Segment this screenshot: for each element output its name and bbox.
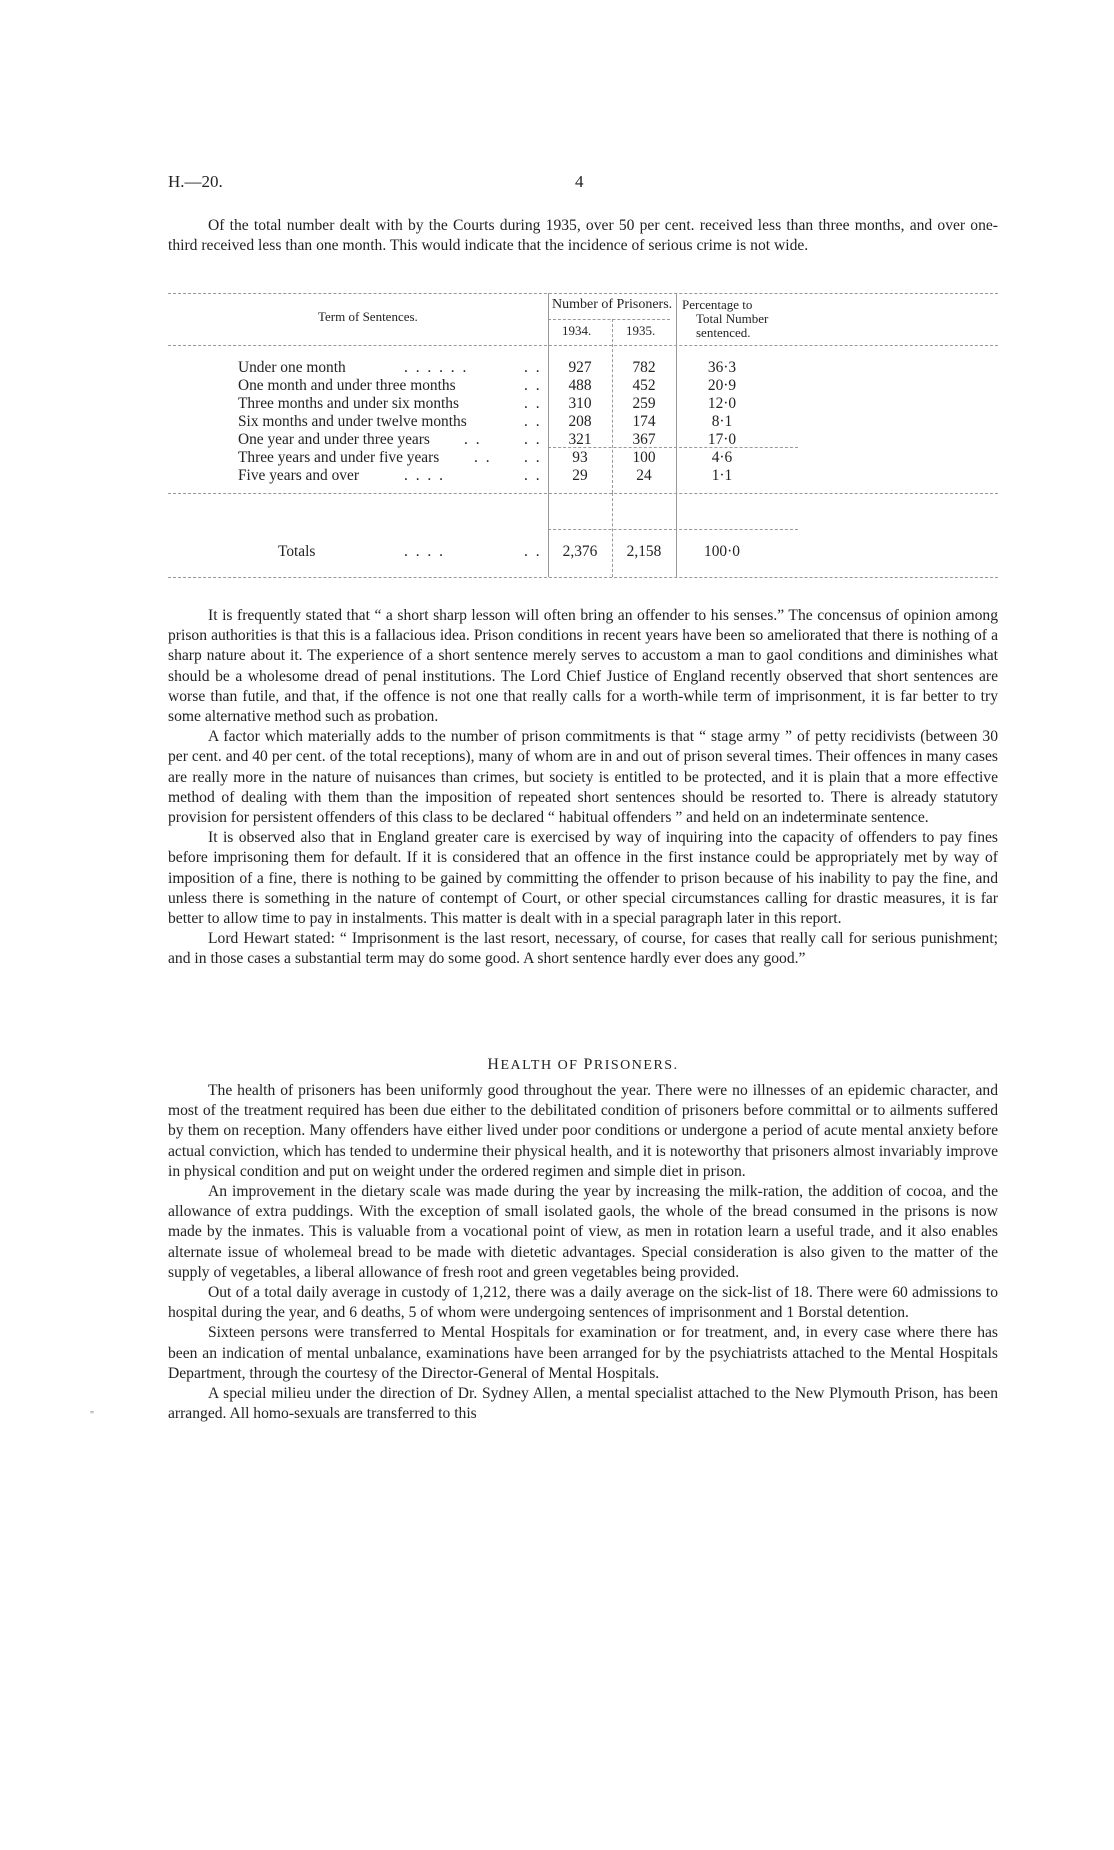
sentences-table [168,293,998,585]
year-1935-header: 1935. [626,323,656,338]
row-count-1935: 367 [632,431,656,448]
totals-count-1934: 2,376 [562,543,598,560]
row-term: Five years and over [238,467,359,484]
row-count-1934: 29 [572,467,588,484]
running-head [168,172,934,194]
row-term: Six months and under twelve months [238,413,467,430]
row-count-1935: 259 [632,395,656,412]
body-paragraph: An improvement in the dietary scale was made during the year by increasing the milk-ration, the addition of cocoa, and the allowance of extra puddings. With the exception of small isolated gaols, the whole of the bread consumed in the prisons is now made by the inmates. This is valuable from a vocational point of view, as men in rotation learn a useful trade, and it also enables alternate issue of wholemeal bread to be made with dietetic advantages. Special consideration is also given to the matter of the supply of vegetables, a liberal allowance of fresh root and green vegetables being provided. [168,1183,998,1281]
body-paragraph: The health of prisoners has been uniformly good throughout the year. There were no illnesses of an epidemic character, and most of the treatment required has been due either to the debilitated condition of prisoners before committal or to ailments suffered by them on reception. Many offenders have either lived under poor conditions or undergone a period of acute mental anxiety before actual conviction, which has tended to undermine their physical health, and it is noteworthy that prisoners almost invariably improve in physical condition and put on weight under the ordered regimen and simple diet in prison. [168,1082,998,1180]
row-percentage: 36·3 [707,359,737,376]
row-percentage: 1·1 [711,467,733,484]
table-top-rule [168,293,998,294]
row-term: Three years and under five years [238,449,440,466]
totals-percentage: 100·0 [704,543,740,560]
page-number: 4 [575,172,584,191]
row-count-1935: 782 [632,359,656,376]
row-leader-dots: . . [474,449,492,466]
totals-label: Totals [278,543,316,560]
row-end-dots: . . [524,431,542,448]
body-paragraph: Lord Hewart stated: “ Imprisonment is the last resort, necessary, of course, for cases that really call for serious punishment; and in those cases a substantial term may do some good. A short sentence hardly ever does any good.” [168,930,998,968]
row-term: One month and under three months [238,377,456,394]
body-paragraph: Sixteen persons were transferred to Mental Hospitals for examination or for treatment, and, in every case where there has been an indication of mental unbalance, examinations have been arranged for by the psychiatrists attached to the Mental Hospitals Department, through the courtesy of the Director-General of Mental Hospitals. [168,1324,998,1382]
row-end-dots: . . [524,467,542,484]
totals-end-dots: . . [524,543,542,560]
sentencing-discussion [168,606,998,970]
row-count-1935: 174 [632,413,656,430]
health-section-body [168,1081,998,1424]
year-header-rule [548,319,670,320]
row-count-1934: 93 [572,449,588,466]
row-term: One year and under three years [238,431,430,448]
row-leader-dots: . . [464,431,482,448]
table-bottom-rule [168,493,998,494]
table-divider-1 [548,293,549,493]
row-count-1934: 927 [568,359,592,376]
row-end-dots: . . [524,413,542,430]
header-bottom-rule [168,345,998,346]
row-percentage: 20·9 [707,377,737,394]
margin-mark: " [90,1410,95,1421]
percentage-header-line3: sentenced. [696,325,751,340]
row-count-1934: 208 [568,413,592,430]
table-divider-2 [612,319,613,493]
row-end-dots: . . [524,359,542,376]
intro-paragraph: Of the total number dealt with by the Courts during 1935, over 50 per cent. received less than three months, and over one-third received less than one month. This would indicate that the incidence of serious crime is not wide. [168,217,998,255]
body-paragraph: It is observed also that in England greater care is exercised by way of inquiring into the capacity of offenders to pay fines before imprisoning them for default. If it is considered that an offence in the first instance could be appropriately met by way of imposition of a fine, there is nothing to be gained by committing the offender to prison because of his inability to pay the fine, and unless there is something in the nature of contempt of Court, or other special circumstances calling for drastic measures, it is far better to allow time to pay in instalments. This matter is dealt with in a special paragraph later in this report. [168,829,998,928]
row-percentage: 12·0 [707,395,737,412]
prisoners-column-header: Number of Prisoners. [552,297,673,312]
row-percentage: 8·1 [711,413,733,430]
row-leader-dots: . . . . [404,467,445,484]
row-percentage: 4·6 [711,449,733,466]
row-count-1934: 488 [568,377,592,394]
row-leader-dots: . . . . . . [404,359,469,376]
term-column-header: Term of Sentences. [318,309,418,324]
totals-leader-dots: . . . . [404,543,445,560]
row-end-dots: . . [524,395,542,412]
body-paragraph: Out of a total daily average in custody of 1,212, there was a daily average on the sick-list of 18. There were 60 admissions to hospital during the year, and 6 deaths, 5 of whom were undergoing sentences of imprisonment and 1 Borstal detention. [168,1284,998,1322]
body-paragraph: It is frequently stated that “ a short sharp lesson will often bring an offender to his senses.” The concensus of opinion among prison authorities is that this is a fallacious idea. Prison conditions in recent years have been so ameliorated that there is nothing of a sharp nature about it. The experience of a short sentence merely serves to accustom a man to gaol conditions and diminishes what should be a wholesome dread of penal institutions. The Lord Chief Justice of England recently observed that short sentences are worse than futile, and that, if the offence is not one that really calls for a worth-while term of imprisonment, it is far better to try some alternative method such as probation. [168,607,998,726]
table-divider-3 [676,293,677,493]
percentage-header-line1: Percentage to [682,297,753,312]
row-count-1935: 452 [632,377,656,394]
row-end-dots: . . [524,377,542,394]
document-reference: H.—20. [168,172,223,191]
body-paragraph: A factor which materially adds to the number of prison commitments is that “ stage army ” of petty recidivists (between 30 per cent. and 40 per cent. of the total receptions), many of whom are in and out of prison several times. Their offences in many cases are really more in the nature of nuisances than crimes, but society is entitled to be protected, and it is plain that a more effective method of dealing with them than the imposition of repeated short sentences should be resorted to. There is already statutory provision for persistent offenders of this class to be declared “ habitual offenders ” and held on an indeterminate sentence. [168,728,998,827]
year-1934-header: 1934. [562,323,592,338]
row-term: Three months and under six months [238,395,459,412]
row-count-1935: 100 [632,449,656,466]
percentage-header-line2: Total Number [696,311,769,326]
intro-paragraph-block [168,216,998,256]
row-percentage: 17·0 [707,431,737,448]
row-count-1934: 321 [568,431,592,448]
body-paragraph: A special milieu under the direction of Dr. Sydney Allen, a mental specialist attached to the New Plymouth Prison, has been arranged. All homo-sexuals are transferred to this [168,1385,998,1423]
row-term: Under one month [238,359,346,376]
row-count-1934: 310 [568,395,592,412]
totals-count-1935: 2,158 [626,543,662,560]
row-count-1935: 24 [636,467,652,484]
row-end-dots: . . [524,449,542,466]
section-heading: HEALTH OF PRISONERS. [487,1056,679,1073]
